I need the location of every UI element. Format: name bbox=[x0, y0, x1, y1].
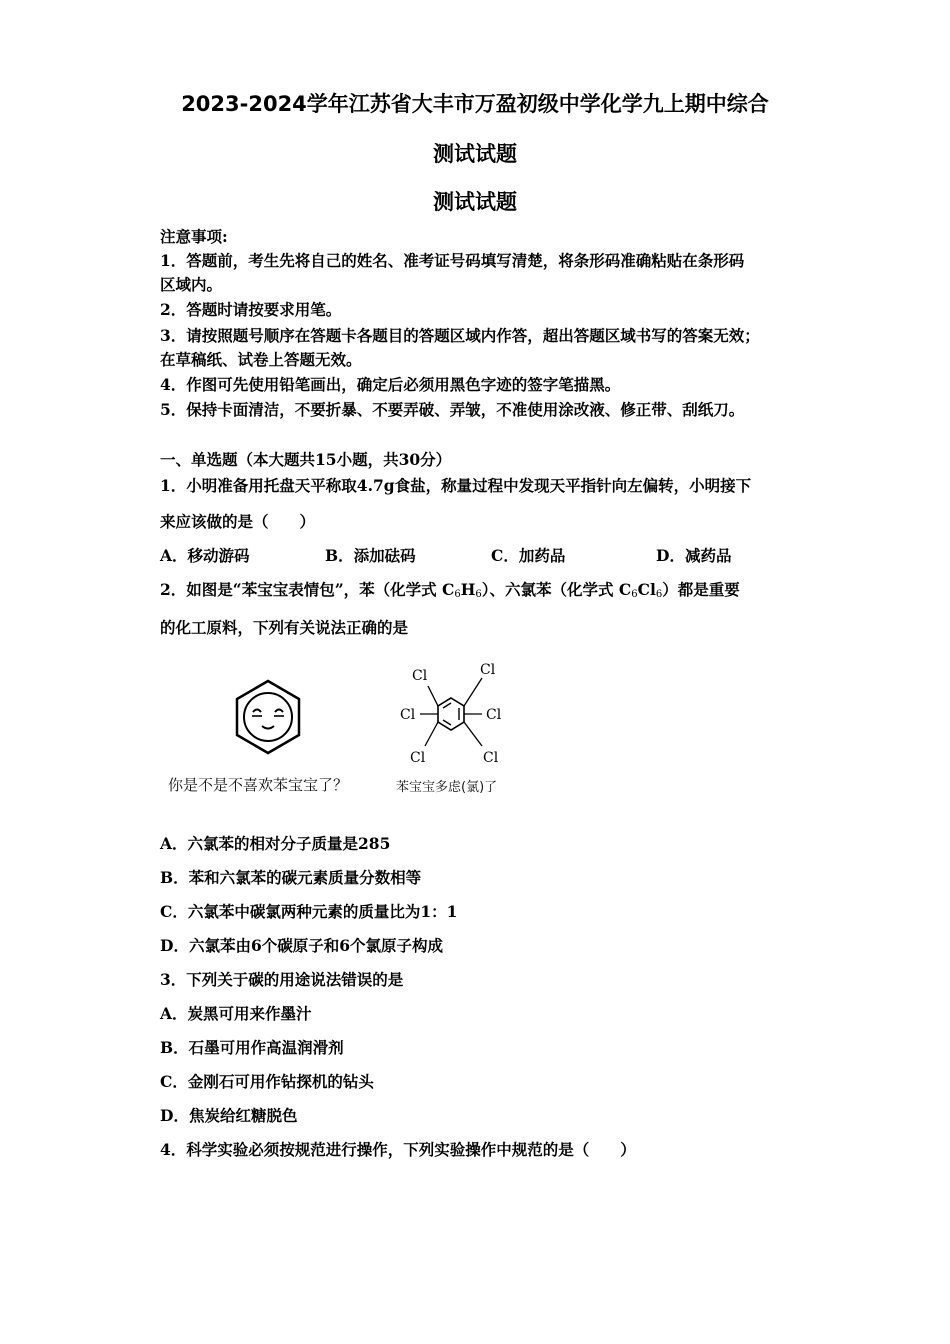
cl-label: Cl bbox=[480, 662, 496, 678]
figure-caption-left: 你是不是不喜欢苯宝宝了？ bbox=[168, 776, 349, 794]
exam-subtitle: 测试试题 bbox=[433, 190, 517, 214]
q1-option-d: D．减药品 bbox=[656, 546, 732, 565]
q1-option-a: A．移动游码 bbox=[160, 546, 250, 565]
q3-option-d: D．焦炭给红糖脱色 bbox=[160, 1106, 298, 1125]
notice-item: 1．答题前，考生先将自己的姓名、准考证号码填写清楚，将条形码准确粘贴在条形码 bbox=[160, 251, 745, 270]
benzene-meme-figure bbox=[160, 650, 540, 810]
q2-stem-line2: 的化工原料，下列有关说法正确的是 bbox=[160, 618, 409, 637]
q1-stem-line1: 1．小明准备用托盘天平称取4.7g食盐，称量过程中发现天平指针向左偏转，小明接下 bbox=[160, 476, 752, 495]
section-heading: 一、单选题（本大题共15小题，共30分） bbox=[160, 450, 452, 469]
q3-option-c: C．金刚石可用作钻探机的钻头 bbox=[160, 1072, 374, 1091]
q1-stem-line2: 来应该做的是（ ） bbox=[160, 512, 316, 531]
notice-item: 3．请按照题号顺序在答题卡各题目的答题区域内作答，超出答题区域书写的答案无效； bbox=[160, 326, 760, 345]
notice-item: 4．作图可先使用铅笔画出，确定后必须用黑色字迹的签字笔描黑。 bbox=[160, 375, 621, 394]
notice-item: 5．保持卡面清洁，不要折暴、不要弄破、弄皱，不准使用涂改液、修正带、刮纸刀。 bbox=[160, 400, 745, 419]
q2-option-b: B．苯和六氯苯的碳元素质量分数相等 bbox=[160, 868, 422, 887]
cl-label: Cl bbox=[400, 707, 416, 723]
notice-item: 在草稿纸、试卷上答题无效。 bbox=[160, 350, 362, 369]
q1-option-b: B．添加砝码 bbox=[325, 546, 416, 565]
exam-title-line2: 测试试题 bbox=[433, 142, 517, 166]
notice-item: 区域内。 bbox=[160, 275, 223, 294]
exam-title-line1: 2023-2024学年江苏省大丰市万盈初级中学化学九上期中综合 bbox=[181, 92, 769, 116]
q1-option-c: C．加药品 bbox=[491, 546, 566, 565]
cl-label: Cl bbox=[486, 707, 502, 723]
q2-option-d: D．六氯苯由6个碳原子和6个氯原子构成 bbox=[160, 936, 444, 955]
q3-option-a: A．炭黑可用来作墨汁 bbox=[160, 1004, 312, 1023]
cl-label: Cl bbox=[412, 668, 428, 684]
q2-option-c: C．六氯苯中碳氯两种元素的质量比为1：1 bbox=[160, 902, 458, 921]
cl-label: Cl bbox=[483, 750, 499, 766]
figure-caption-right: 苯宝宝多虑(氯)了 bbox=[396, 780, 498, 795]
q2-stem-line1: 2．如图是“苯宝宝表情包”，苯（化学式 $C_6H_6$）、六氯苯（化学式 $C_6Cl_6$）都是重要 bbox=[160, 580, 740, 600]
notice-heading: 注意事项: bbox=[160, 227, 228, 246]
q4-stem: 4．科学实验必须按规范进行操作，下列实验操作中规范的是（ ） bbox=[160, 1140, 636, 1159]
notice-item: 2．答题时请按要求用笔。 bbox=[160, 300, 342, 319]
hexachlorobenzene-structure-icon bbox=[400, 662, 502, 766]
q3-option-b: B．石墨可用作高温润滑剂 bbox=[160, 1038, 344, 1057]
cl-label: Cl bbox=[410, 750, 426, 766]
benzene-face-icon bbox=[237, 681, 299, 753]
q3-stem: 3．下列关于碳的用途说法错误的是 bbox=[160, 970, 404, 989]
q2-option-a: A．六氯苯的相对分子质量是285 bbox=[160, 834, 391, 853]
